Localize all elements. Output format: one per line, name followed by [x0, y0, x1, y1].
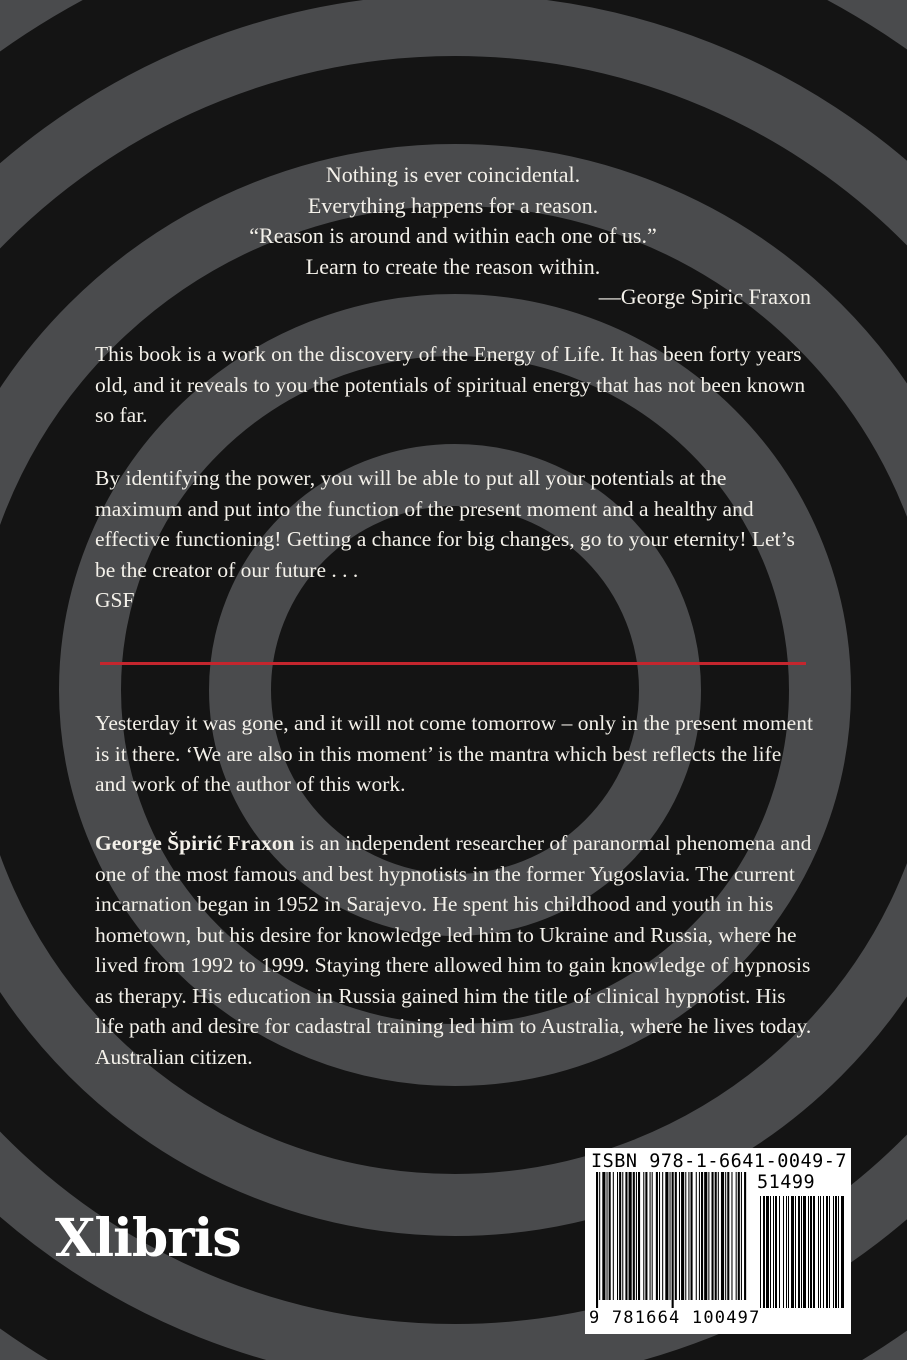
barcode-bar	[685, 1172, 686, 1300]
barcode-bar	[820, 1196, 821, 1308]
barcode-bar	[721, 1172, 724, 1300]
epigraph-line: “Reason is around and within each one of us.”	[249, 223, 657, 248]
barcode-bar	[656, 1172, 658, 1300]
ean-number: 9 781664 100497	[589, 1308, 761, 1328]
barcode-bar	[670, 1172, 671, 1300]
bio-text: is an independent researcher of paranormal phenomena and one of the most famous and best hypnotists in the former Yugoslavia. The current incarnation began in 1952 in Sarajevo. He spent his childhood and youth in his hometown, but his desire for knowledge led him to Ukraine and Russia, where he lived from 1992 to 1999. Staying there allowed him to gain knowledge of hypnosis as therapy. His education in Russia gained him the title of clinical hypnotist. His life path and desire for cadastral training led him to Australia, where he lives today. Australian citizen.	[95, 831, 812, 1069]
barcode-bars	[596, 1172, 846, 1308]
barcode-bar	[833, 1196, 834, 1308]
barcode-bar	[633, 1172, 635, 1300]
barcode-bar	[704, 1172, 707, 1300]
barcode-bar	[636, 1172, 637, 1300]
barcode-bar	[662, 1172, 663, 1300]
barcode-bar	[763, 1196, 765, 1308]
author-name: George Špirić Fraxon	[95, 831, 295, 855]
epigraph-line: Learn to create the reason within.	[305, 253, 601, 279]
barcode-bar	[727, 1172, 729, 1300]
barcode-bar	[783, 1196, 784, 1308]
barcode-bar	[823, 1196, 824, 1308]
epigraph-attribution: —George Spiric Fraxon	[598, 284, 811, 309]
barcode-bar	[622, 1172, 623, 1300]
barcode-bar	[766, 1196, 769, 1308]
barcode-bar	[826, 1196, 828, 1308]
barcode-bar	[813, 1196, 815, 1308]
barcode-bar	[779, 1196, 780, 1308]
barcode-bar	[602, 1172, 605, 1300]
barcode-bar	[699, 1172, 700, 1300]
barcode-bar	[841, 1196, 844, 1308]
barcode-bar	[701, 1172, 703, 1300]
description-paragraph-2	[95, 463, 813, 616]
barcode-bar	[613, 1172, 614, 1300]
barcode-bar	[801, 1196, 802, 1308]
barcode-bar	[808, 1196, 809, 1308]
epigraph	[95, 160, 811, 313]
barcode-bar	[638, 1172, 640, 1300]
barcode-bar	[760, 1196, 761, 1308]
barcode-bar	[625, 1172, 627, 1300]
paragraph-text: Yesterday it was gone, and it will not come tomorrow – only in the present moment is it there. ‘We are also in this moment’ is the mantra which best reflects the life and work of the author of this work.	[95, 711, 813, 796]
barcode-bar	[607, 1172, 608, 1300]
barcode-bar	[835, 1196, 837, 1308]
description-paragraph-1	[95, 339, 813, 431]
barcode-bar	[617, 1172, 618, 1300]
barcode-bar	[659, 1172, 660, 1300]
paragraph-text: This book is a work on the discovery of the Energy of Life. It has been forty years old, and it reveals to you the potentials of spiritual energy that has not been known so far.	[95, 342, 806, 427]
bio-paragraph	[95, 828, 813, 1072]
epigraph-line: Everything happens for a reason.	[307, 192, 599, 218]
barcode-bar	[786, 1196, 787, 1308]
isbn-label: ISBN 978-1-6641-0049-7	[591, 1151, 848, 1172]
barcode-bar	[736, 1172, 737, 1300]
barcode-bar	[775, 1196, 777, 1308]
barcode-bar	[708, 1172, 709, 1300]
barcode-bar	[645, 1172, 647, 1300]
barcode-bar	[665, 1172, 668, 1300]
barcode-bar	[712, 1172, 714, 1300]
barcode-bar	[679, 1172, 680, 1300]
barcode-bar	[795, 1196, 796, 1308]
barcode-bar	[770, 1196, 771, 1308]
barcode-bar	[803, 1196, 806, 1308]
barcode-bar	[838, 1196, 839, 1308]
barcode-bar	[696, 1172, 697, 1300]
epigraph-line: Nothing is ever coincidental.	[325, 162, 581, 187]
barcode-bar	[798, 1196, 800, 1308]
barcode-bar	[681, 1172, 684, 1300]
barcode-bar	[643, 1172, 644, 1300]
barcode-bar	[773, 1196, 774, 1308]
barcode-bar	[619, 1172, 621, 1300]
barcode-bar	[672, 1172, 674, 1308]
barcode-bar	[725, 1172, 726, 1300]
barcode-bar	[718, 1172, 719, 1300]
barcode-bar	[738, 1172, 740, 1300]
barcode-bar	[818, 1196, 819, 1308]
barcode-bar	[691, 1172, 693, 1300]
barcode-bar	[744, 1172, 746, 1300]
barcode-bar	[788, 1196, 789, 1308]
barcode-bar	[652, 1172, 653, 1300]
barcode-bar	[675, 1172, 677, 1300]
barcode-bar	[599, 1172, 600, 1300]
author-bio	[95, 828, 813, 1072]
barcode-bar	[829, 1196, 830, 1308]
barcode-bar	[650, 1172, 651, 1300]
red-divider	[100, 662, 806, 665]
description-paragraph-3	[95, 708, 813, 800]
barcode-bar	[629, 1172, 632, 1300]
paragraph-text: By identifying the power, you will be able to put all your potentials at the maximum and put into the function of the present moment and a healthy and effective functioning! Getting a chance for big changes, go to your eternity! Let’s be the creator of our future . . .	[95, 466, 795, 582]
barcode-bar	[791, 1196, 794, 1308]
signature: GSF	[95, 588, 135, 612]
barcode-bar	[731, 1172, 732, 1300]
barcode-bar	[741, 1172, 742, 1300]
price-code: 51499	[757, 1172, 816, 1193]
barcode-bar	[715, 1172, 717, 1300]
barcode-bar	[810, 1196, 812, 1308]
barcode-bar	[609, 1172, 611, 1300]
barcode-bar	[596, 1172, 598, 1308]
barcode-bar	[688, 1172, 689, 1300]
publisher-logo: Xlibris	[55, 1208, 241, 1269]
